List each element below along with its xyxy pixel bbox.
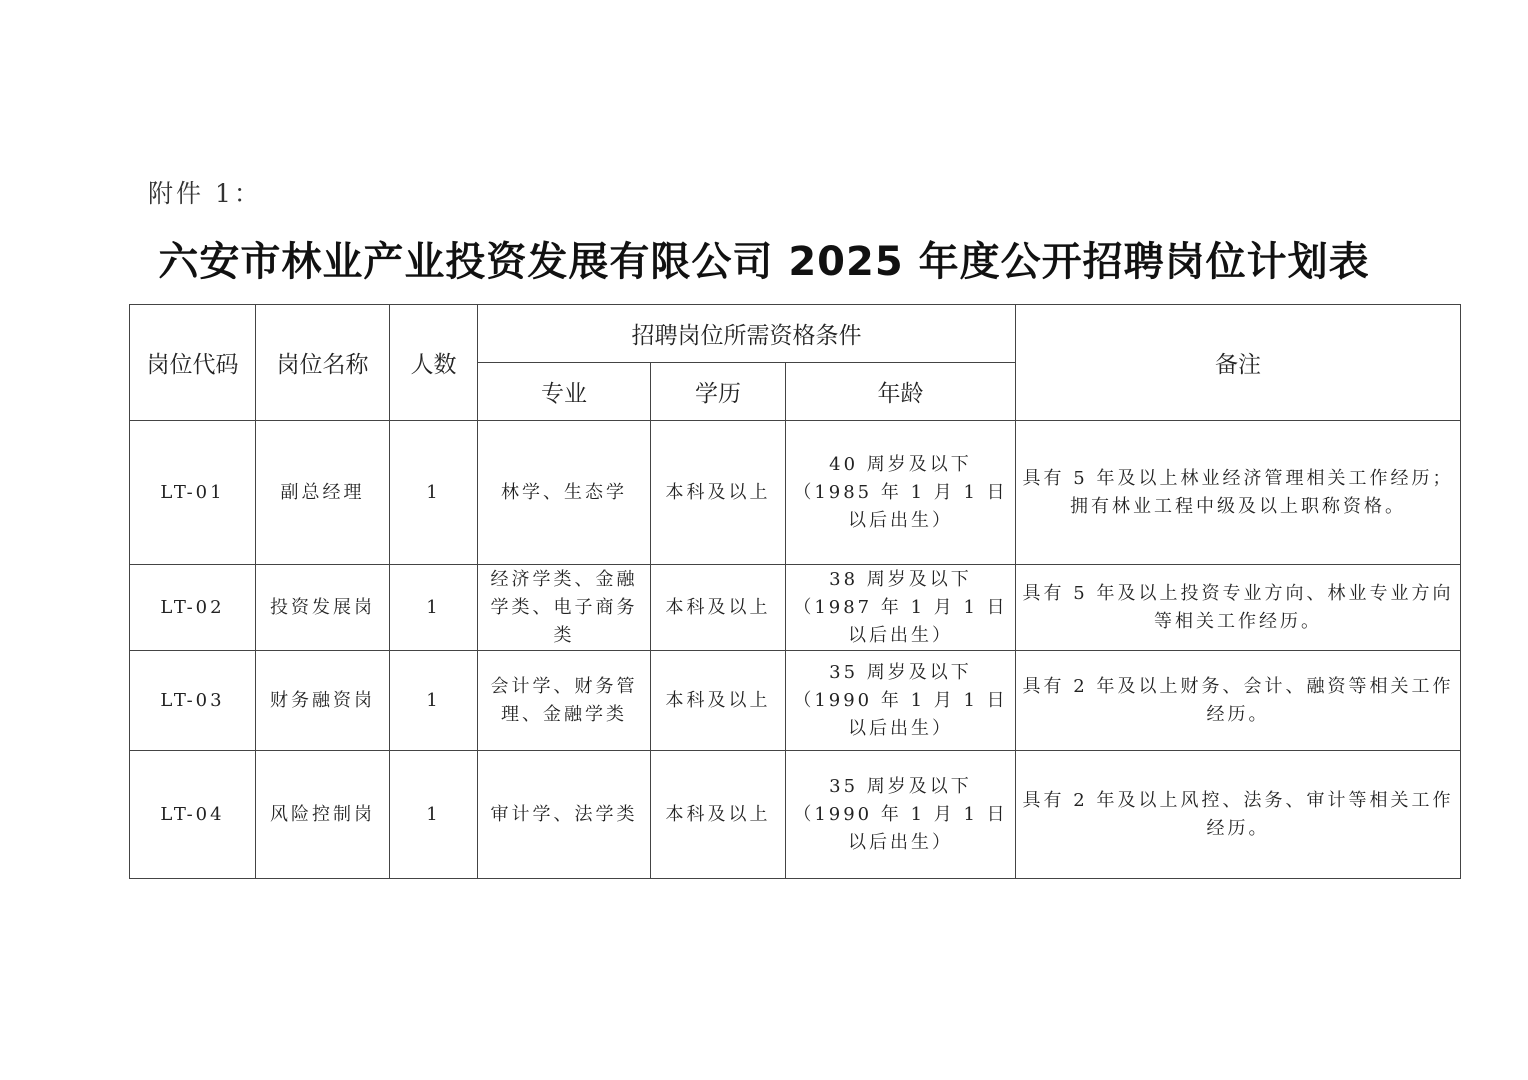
cell-name: 副总经理 — [256, 421, 390, 565]
header-qualifications: 招聘岗位所需资格条件 — [478, 305, 1016, 363]
document-title: 六安市林业产业投资发展有限公司 2025 年度公开招聘岗位计划表 — [158, 239, 1370, 285]
cell-remarks: 具有 2 年及以上风控、法务、审计等相关工作经历。 — [1016, 751, 1461, 879]
cell-count: 1 — [390, 651, 478, 751]
header-count: 人数 — [390, 305, 478, 421]
table-row — [130, 421, 1461, 565]
header-education: 学历 — [651, 363, 786, 421]
cell-count: 1 — [390, 565, 478, 651]
cell-remarks: 具有 5 年及以上林业经济管理相关工作经历；拥有林业工程中级及以上职称资格。 — [1016, 421, 1461, 565]
cell-remarks: 具有 2 年及以上财务、会计、融资等相关工作经历。 — [1016, 651, 1461, 751]
header-major: 专业 — [478, 363, 651, 421]
cell-remarks: 具有 5 年及以上投资专业方向、林业专业方向等相关工作经历。 — [1016, 565, 1461, 651]
cell-major: 会计学、财务管理、金融学类 — [478, 651, 651, 751]
cell-name: 风险控制岗 — [256, 751, 390, 879]
header-name: 岗位名称 — [256, 305, 390, 421]
cell-age: 35 周岁及以下（1990 年 1 月 1 日以后出生） — [786, 751, 1016, 879]
header-remarks: 备注 — [1016, 305, 1461, 421]
header-code: 岗位代码 — [130, 305, 256, 421]
cell-code: LT-03 — [130, 651, 256, 751]
cell-education: 本科及以上 — [651, 651, 786, 751]
cell-code: LT-01 — [130, 421, 256, 565]
cell-code: LT-02 — [130, 565, 256, 651]
cell-education: 本科及以上 — [651, 421, 786, 565]
header-row-top — [130, 305, 1461, 363]
table-row — [130, 651, 1461, 751]
cell-code: LT-04 — [130, 751, 256, 879]
header-age: 年龄 — [786, 363, 1016, 421]
cell-major: 林学、生态学 — [478, 421, 651, 565]
cell-name: 投资发展岗 — [256, 565, 390, 651]
cell-education: 本科及以上 — [651, 565, 786, 651]
cell-age: 40 周岁及以下（1985 年 1 月 1 日以后出生） — [786, 421, 1016, 565]
cell-major: 经济学类、金融学类、电子商务类 — [478, 565, 651, 651]
recruitment-plan-table — [129, 304, 1461, 879]
cell-age: 38 周岁及以下（1987 年 1 月 1 日以后出生） — [786, 565, 1016, 651]
cell-count: 1 — [390, 421, 478, 565]
table-row — [130, 751, 1461, 879]
cell-count: 1 — [390, 751, 478, 879]
table-row — [130, 565, 1461, 651]
cell-major: 审计学、法学类 — [478, 751, 651, 879]
cell-name: 财务融资岗 — [256, 651, 390, 751]
cell-education: 本科及以上 — [651, 751, 786, 879]
attachment-label: 附件 1： — [148, 179, 262, 208]
cell-age: 35 周岁及以下（1990 年 1 月 1 日以后出生） — [786, 651, 1016, 751]
